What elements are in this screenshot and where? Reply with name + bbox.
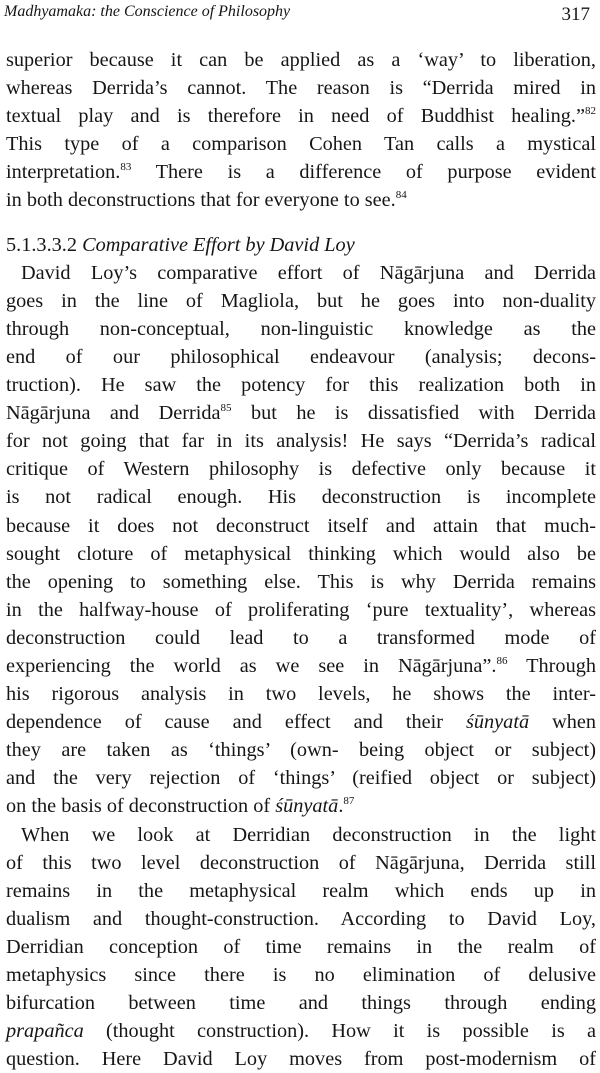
footnote-ref-84: 84 (395, 189, 407, 202)
text-line: critique of Western philosophy is defective only because it (6, 458, 596, 481)
term-prapanca: prapañca (6, 1020, 84, 1043)
text-line: and the very rejection of ‘things’ (reified object or subject) (6, 767, 596, 790)
text-line: remains in the metaphysical realm which ends up in (6, 879, 596, 902)
text-line: prapañca (thought construction). How it is possible is a (6, 1020, 596, 1043)
text-line: dependence of cause and effect and their śūnyatā when (6, 711, 596, 734)
text-line: bifurcation between time and things through ending (6, 992, 596, 1015)
text-line: whereas Derrida’s cannot. The reason is “Derrida mired in (6, 77, 596, 100)
text-line: superior because it can be applied as a ‘way’ to liberation, (6, 49, 596, 71)
text-line: interpretation.$^{83}$ There is a difference of purpose evident (6, 161, 596, 184)
text-line: experiencing the world as we see in Nāgārjuna”.$^{86}$ Through (6, 654, 596, 677)
section-gap (6, 215, 596, 231)
text-line: When we look at Derridian deconstruction in the light (21, 823, 596, 846)
text-line: This type of a comparison Cohen Tan calls a mystical (6, 133, 596, 156)
paragraph-1 (6, 46, 596, 215)
text-line: in the halfway-house of proliferating ‘pure textuality’, whereas (6, 598, 596, 621)
page-header (0, 0, 600, 30)
text-line: goes in the line of Magliola, but he goes into non-duality (6, 289, 596, 312)
footnote-ref-86: 86 (496, 654, 508, 667)
text-line: Derridian conception of time remains in the realm of (6, 935, 596, 958)
page-number: 317 (561, 4, 590, 25)
footnote-ref-83: 83 (120, 161, 132, 174)
text-line: Nāgārjuna and Derrida$^{85}$ but he is dissatisfied with Derrida (6, 402, 596, 425)
text-line: sought cloture of metaphysical thinking which would also be (6, 542, 596, 565)
text-line: end of our philosophical endeavour (analysis; decons- (6, 345, 596, 368)
text-line: for not going that far in its analysis! He says “Derrida’s radical (6, 430, 596, 453)
section-heading (6, 231, 596, 259)
text-line: dualism and thought-construction. According to David Loy, (6, 907, 596, 930)
text-line: question. Here David Loy moves from post-modernism of (6, 1048, 596, 1071)
text-line: his rigorous analysis in two levels, he shows the inter- (6, 683, 596, 706)
running-title: Madhyamaka: the Conscience of Philosophy (4, 3, 291, 20)
text-line: metaphysics since there is no elimination of delusive (6, 964, 596, 986)
text-line: they are taken as ‘things’ (own- being object or subject) (6, 739, 596, 762)
footnote-ref-85: 85 (220, 402, 232, 415)
paragraph-3 (6, 821, 596, 1073)
section-title: Comparative Effort by David Loy (82, 233, 355, 256)
text-line: through non-conceptual, non-linguistic knowledge as the (6, 317, 596, 340)
text-line: truction). He saw the potency for this realization both in (6, 374, 596, 397)
text-line: textual play and is therefore in need of Buddhist healing.”$^{82}$ (6, 105, 596, 128)
text-line: because it does not deconstruct itself and attain that much- (6, 514, 596, 537)
section-number: 5.1.3.3.2 (6, 233, 77, 256)
text-line: in both deconstructions that for everyone to see.$^{84}$ (6, 189, 407, 212)
footnote-ref-82: 82 (585, 105, 596, 118)
term-sunyata: śūnyatā (466, 711, 530, 734)
text-line: of this two level deconstruction of Nāgārjuna, Derrida still (6, 851, 596, 874)
paragraph-2 (6, 259, 596, 821)
term-sunyata: śūnyatā (275, 795, 339, 818)
footnote-ref-87: 87 (343, 795, 355, 808)
text-line: David Loy’s comparative effort of Nāgārjuna and Derrida (21, 261, 596, 284)
text-line: on the basis of deconstruction of śūnyatā.$^{87}$ (6, 795, 355, 818)
text-line: is not radical enough. His deconstruction is incomplete (6, 486, 596, 509)
text-line: the opening to something else. This is why Derrida remains (6, 570, 596, 593)
body-text (6, 46, 596, 1073)
text-line: deconstruction could lead to a transformed mode of (6, 626, 596, 649)
